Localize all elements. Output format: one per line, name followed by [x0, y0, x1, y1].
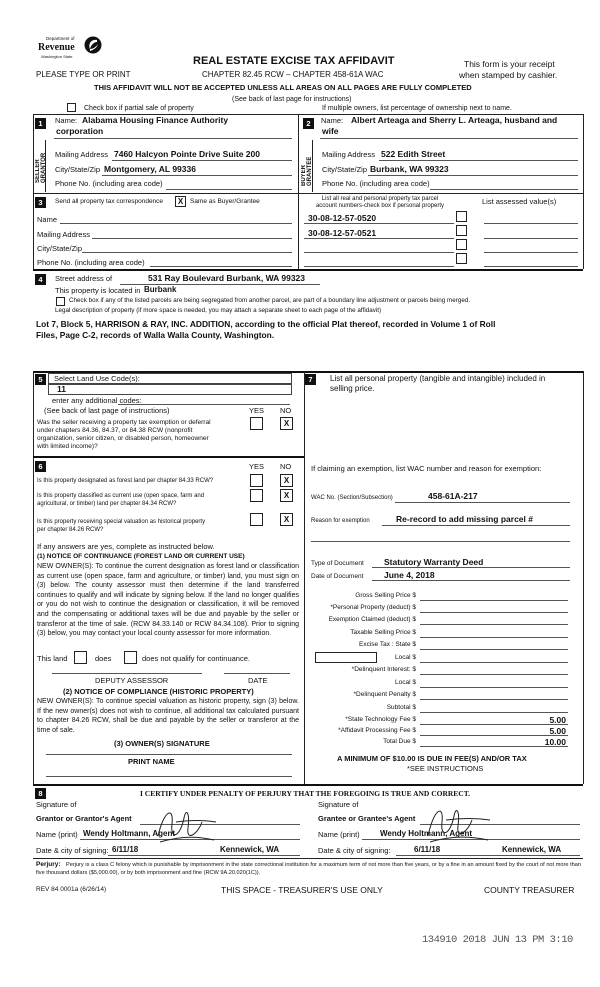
grantee-sign-date: 6/11/18 [414, 845, 441, 854]
notice-continuance-body: NEW OWNER(S): To continue the current designation as forest land or classification as current use (open space, farm and agriculture, or timber) land, you must sign on (3) below. The county assessor must then determine if the land transferred continues to qualify and will indicate by signing below. If the land no longer qualifies or you do not wish to continue the designation or classification, it will be removed and the compensating or additional taxes will be due and payable by the seller or transferor at the time of sale. (RCW 84.33.140 or RCW 84.34.108). Prior to signing (3) below, you may contact your local county assessor for more information. [37, 563, 299, 638]
s5-question-line3: organization, senior citizen, or disabled person, homeowner [37, 435, 209, 442]
same-as-buyer-checkbox[interactable]: X [175, 196, 186, 207]
certify-statement: I CERTIFY UNDER PENALTY OF PERJURY THAT THE FOREGOING IS TRUE AND CORRECT. [140, 789, 471, 798]
form-revision: REV 84 0001a (6/26/14) [36, 886, 107, 893]
fee-label: *Delinquent Penalty $ [353, 691, 416, 698]
land-use-label: Select Land Use Code(s): [54, 374, 140, 383]
personal-property-checkbox-1[interactable] [456, 211, 467, 222]
personal-property-checkbox-4[interactable] [456, 253, 467, 264]
s5-question-line1: Was the seller receiving a property tax exemption or deferral [37, 419, 211, 426]
section-6-badge: 6 [35, 461, 46, 472]
seller-city-state-zip: Montgomery, AL 99336 [104, 164, 196, 174]
fee-label: *Delinquent Interest: $ [351, 666, 416, 673]
section-2-badge: 2 [303, 118, 314, 129]
s5-yes-header: YES [249, 406, 265, 415]
grantor-agent-label: Grantor or Grantor's Agent [36, 814, 132, 823]
partial-sale-checkbox[interactable] [67, 103, 76, 112]
grantor-date-label: Date & city of signing: [36, 846, 109, 855]
s6-current-use-no-checkbox[interactable]: X [280, 489, 293, 502]
fee-label: Taxable Selling Price $ [350, 629, 416, 636]
county-treasurer: COUNTY TREASURER [484, 885, 575, 895]
personal-property-line2: selling price. [330, 384, 375, 393]
treasurer-use-only: THIS SPACE - TREASURER'S USE ONLY [221, 885, 383, 895]
s6-historic-no-checkbox[interactable]: X [280, 513, 293, 526]
seller-phone-label: Phone No. (including area code) [55, 179, 163, 188]
grantor-signature-icon [150, 800, 220, 850]
buyer-name-label: Name: [321, 116, 344, 125]
section-5-badge: 5 [35, 374, 46, 385]
section-7-badge: 7 [305, 374, 316, 385]
street-address-label: Street address of [55, 274, 113, 283]
fee-label: Local $ [395, 679, 416, 686]
buyer-city-label: City/State/Zip [322, 165, 368, 174]
s3-name-label: Name [37, 215, 58, 224]
print-name-label: PRINT NAME [128, 757, 175, 766]
property-street-address: 531 Ray Boulevard Burbank, WA 99323 [148, 273, 306, 283]
notice-continuance-title: (1) NOTICE OF CONTINUANCE (FOREST LAND OR CURRENT USE) [37, 553, 245, 560]
s6-forest-question: Is this property designated as forest land per chapter 84.33 RCW? [37, 478, 214, 484]
grantee-printed-name: Wendy Holtmann, Agent [380, 829, 472, 838]
seller-name-cont: corporation [56, 126, 104, 136]
grantee-sign-city: Kennewick, WA [502, 845, 562, 854]
fee-label: Local $ [395, 654, 416, 661]
grantee-signature-of: Signature of [318, 800, 359, 809]
perjury-text: Perjury is a class C felony which is punishable by imprisonment in the state correctional institution for a maximum term of not more than five years, or by a fine in an amount fixed by the court of not more than five thousand dollars ($5,000.00), or by both imprisonment and fine (RCW 9A.20.020(1C)). [36, 862, 581, 876]
same-as-buyer-label: Same as Buyer/Grantee [190, 198, 260, 205]
exemption-reason: Re-record to add missing parcel # [396, 514, 533, 524]
doc-date-label: Date of Document [311, 573, 364, 580]
seller-city-label: City/State/Zip [55, 165, 101, 174]
doc-type-label: Type of Document [311, 560, 364, 567]
dept-line1: Department of [46, 36, 75, 41]
s3-phone-label: Phone No. (including area code) [37, 258, 145, 267]
does-label: does [95, 654, 112, 663]
land-use-code: 11 [57, 384, 66, 394]
parcel-number-2: 30-08-12-57-0521 [308, 228, 377, 238]
fee-label: Total Due $ [383, 738, 416, 745]
section-8-badge: 8 [35, 788, 46, 799]
affidavit-processing-fee: 5.00 [549, 726, 566, 736]
seller-name: Alabama Housing Finance Authority [82, 115, 229, 125]
s5-see-back: (See back of last page of instructions) [44, 406, 170, 415]
document-type: Statutory Warranty Deed [384, 557, 484, 567]
s6-historic-question-1: Is this property receiving special valuation as historical property [37, 519, 206, 525]
s6-complete-note: If any answers are yes, complete as instructed below. [37, 542, 215, 551]
receipt-line1: This form is your receipt [464, 59, 555, 69]
segregated-checkbox[interactable] [56, 297, 65, 306]
legal-description-label: Legal description of property (if more space is needed, you may attach a separate sheet to each page of the affidavit) [55, 307, 382, 314]
land-use-code-field[interactable] [48, 384, 292, 395]
parcel-header-2: account numbers-check box if personal property [315, 203, 445, 209]
s6-current-use-question-2: agricultural, or timber) land per chapter 84.34 RCW? [37, 501, 177, 507]
dept-line3: Washington State [41, 54, 73, 59]
send-tax-correspondence: Send all property tax correspondence [55, 198, 164, 205]
personal-property-checkbox-2[interactable] [456, 225, 467, 236]
s5-no-header: NO [280, 406, 292, 415]
perjury-label: Perjury: [36, 861, 61, 868]
s6-current-use-yes-checkbox[interactable] [250, 489, 263, 502]
fee-label: *State Technology Fee $ [345, 716, 416, 723]
does-not-qualify-checkbox[interactable] [124, 651, 137, 664]
grantor-signature-of: Signature of [36, 800, 77, 809]
buyer-grantee-label: BUYER GRANTEE [301, 156, 313, 186]
notice-compliance-title: (2) NOTICE OF COMPLIANCE (HISTORIC PROPERTY) [63, 687, 254, 696]
grantee-agent-label: Grantee or Grantee's Agent [318, 814, 416, 823]
s6-current-use-question-1: Is this property classified as current use (open space, farm and [37, 493, 205, 499]
exemption-question: If claiming an exemption, list WAC number and reason for exemption: [311, 464, 542, 473]
property-located-in: Burbank [144, 285, 177, 294]
grantee-date-label: Date & city of signing: [318, 846, 391, 855]
recording-stamp: 134910 2018 JUN 13 PM 3:10 [422, 934, 573, 946]
seller-grantor-label: SELLER GRANTOR [35, 152, 47, 183]
state-technology-fee: 5.00 [549, 715, 566, 725]
seller-mailing-address: 7460 Halcyon Pointe Drive Suite 200 [114, 149, 260, 159]
grantor-sign-city: Kennewick, WA [220, 845, 280, 854]
s5-no-checkbox[interactable]: X [280, 417, 293, 430]
grantor-printed-name: Wendy Holtmann, Agent [83, 829, 175, 838]
receipt-line2: when stamped by cashier. [459, 70, 558, 80]
wac-label: WAC No. (Section/Subsection) [311, 495, 393, 501]
grantor-name-label: Name (print) [36, 830, 78, 839]
parcel-header-1: List all real and personal property tax parcel [321, 196, 439, 202]
section-3-badge: 3 [35, 197, 46, 208]
dor-logo-icon [84, 36, 102, 54]
this-land-label: This land [37, 654, 68, 663]
form-title: REAL ESTATE EXCISE TAX AFFIDAVIT [193, 55, 395, 67]
deputy-assessor-label: DEPUTY ASSESSOR [95, 676, 169, 685]
see-back: (See back of last page for instructions) [232, 96, 352, 103]
owner-signature-title: (3) OWNER(S) SIGNATURE [114, 739, 210, 748]
buyer-addr-label: Mailing Address [322, 150, 375, 159]
fee-label: Excise Tax : State $ [359, 641, 416, 648]
partial-sale-label: Check box if partial sale of property [84, 105, 194, 112]
minimum-due-note: A MINIMUM OF $10.00 IS DUE IN FEE(S) AND/OR TAX [337, 754, 527, 763]
grantee-name-label: Name (print) [318, 830, 360, 839]
buyer-mailing-address: 522 Edith Street [381, 149, 446, 159]
chapter-ref: CHAPTER 82.45 RCW – CHAPTER 458-61A WAC [202, 70, 384, 79]
s5-yes-checkbox[interactable] [250, 417, 263, 430]
legal-description-line1: Lot 7, Block 5, HARRISON & RAY, INC. ADDITION, according to the official Plat thereof, recorded in Volume 1 of Roll [36, 319, 496, 329]
fee-label: *Affidavit Processing Fee $ [338, 727, 416, 734]
warning: THIS AFFIDAVIT WILL NOT BE ACCEPTED UNLESS ALL AREAS ON ALL PAGES ARE FULLY COMPLETED [94, 83, 472, 92]
s3-city-label: City/State/Zip [37, 244, 83, 253]
personal-property-checkbox-3[interactable] [456, 239, 467, 250]
s6-historic-question-2: per chapter 84.26 RCW? [37, 527, 104, 533]
does-qualify-checkbox[interactable] [74, 651, 87, 664]
multiple-owners-note: If multiple owners, list percentage of ownership next to name. [322, 105, 512, 112]
s5-question-line2: under chapters 84.36, 84.37, or 84.38 RCW (nonprofit [37, 427, 193, 434]
s6-forest-yes-checkbox[interactable] [250, 474, 263, 487]
fee-label: Exemption Claimed (deduct) $ [328, 616, 416, 623]
s6-yes-header: YES [249, 462, 265, 471]
additional-codes-label: enter any additional codes: [52, 396, 142, 405]
segregated-label: Check box if any of the listed parcels are being segregated from another parcel, are part of a boundary line adjustment or parcels being merged. [69, 297, 471, 304]
buyer-phone-label: Phone No. (including area code) [322, 179, 430, 188]
legal-description-line2: Files, Page C-2, records of Walla Walla County, Washington. [36, 330, 275, 340]
section-1-badge: 1 [35, 118, 46, 129]
assessor-date-label: DATE [248, 676, 268, 685]
see-instructions: *SEE INSTRUCTIONS [407, 764, 484, 773]
assessed-values-header: List assessed value(s) [482, 197, 557, 206]
please-type: PLEASE TYPE OR PRINT [36, 70, 131, 79]
dept-line2: Revenue [38, 42, 75, 53]
reason-label: Reason for exemption [311, 518, 370, 524]
fee-label: *Personal Property (deduct) $ [330, 604, 416, 611]
notice-compliance-body: NEW OWNER(S): To continue special valuation as historic property, sign (3) below. If the new owner(s) does not wish to continue, all additional tax calculated pursuant to chapter 84.26 RCW, shall be due and payable by the seller or transferor at the time of sale. [37, 698, 299, 734]
parcel-number-1: 30-08-12-57-0520 [308, 213, 377, 223]
seller-name-label: Name: [55, 116, 78, 125]
buyer-city-state-zip: Burbank, WA 99323 [370, 164, 449, 174]
does-not-label: does not qualify for continuance. [142, 654, 250, 663]
fee-label: Gross Selling Price $ [355, 592, 416, 599]
located-in-label: This property is located in [55, 286, 141, 295]
grantor-sign-date: 6/11/18 [112, 845, 139, 854]
buyer-name-cont: wife [322, 126, 339, 136]
document-date: June 4, 2018 [384, 570, 435, 580]
s6-forest-no-checkbox[interactable]: X [280, 474, 293, 487]
seller-addr-label: Mailing Address [55, 150, 108, 159]
buyer-name: Albert Arteaga and Sherry L. Arteaga, husband and [351, 115, 558, 125]
s6-historic-yes-checkbox[interactable] [250, 513, 263, 526]
section-4-badge: 4 [35, 274, 46, 285]
total-due: 10.00 [544, 737, 566, 747]
s6-no-header: NO [280, 462, 292, 471]
wac-number: 458-61A-217 [428, 491, 478, 501]
grantee-signature-icon [420, 798, 495, 850]
s3-addr-label: Mailing Address [37, 230, 90, 239]
fee-label: Subtotal $ [386, 704, 416, 711]
s5-question-line4: with limited income)? [37, 443, 98, 450]
personal-property-line1: List all personal property (tangible and intangible) included in [330, 374, 546, 383]
